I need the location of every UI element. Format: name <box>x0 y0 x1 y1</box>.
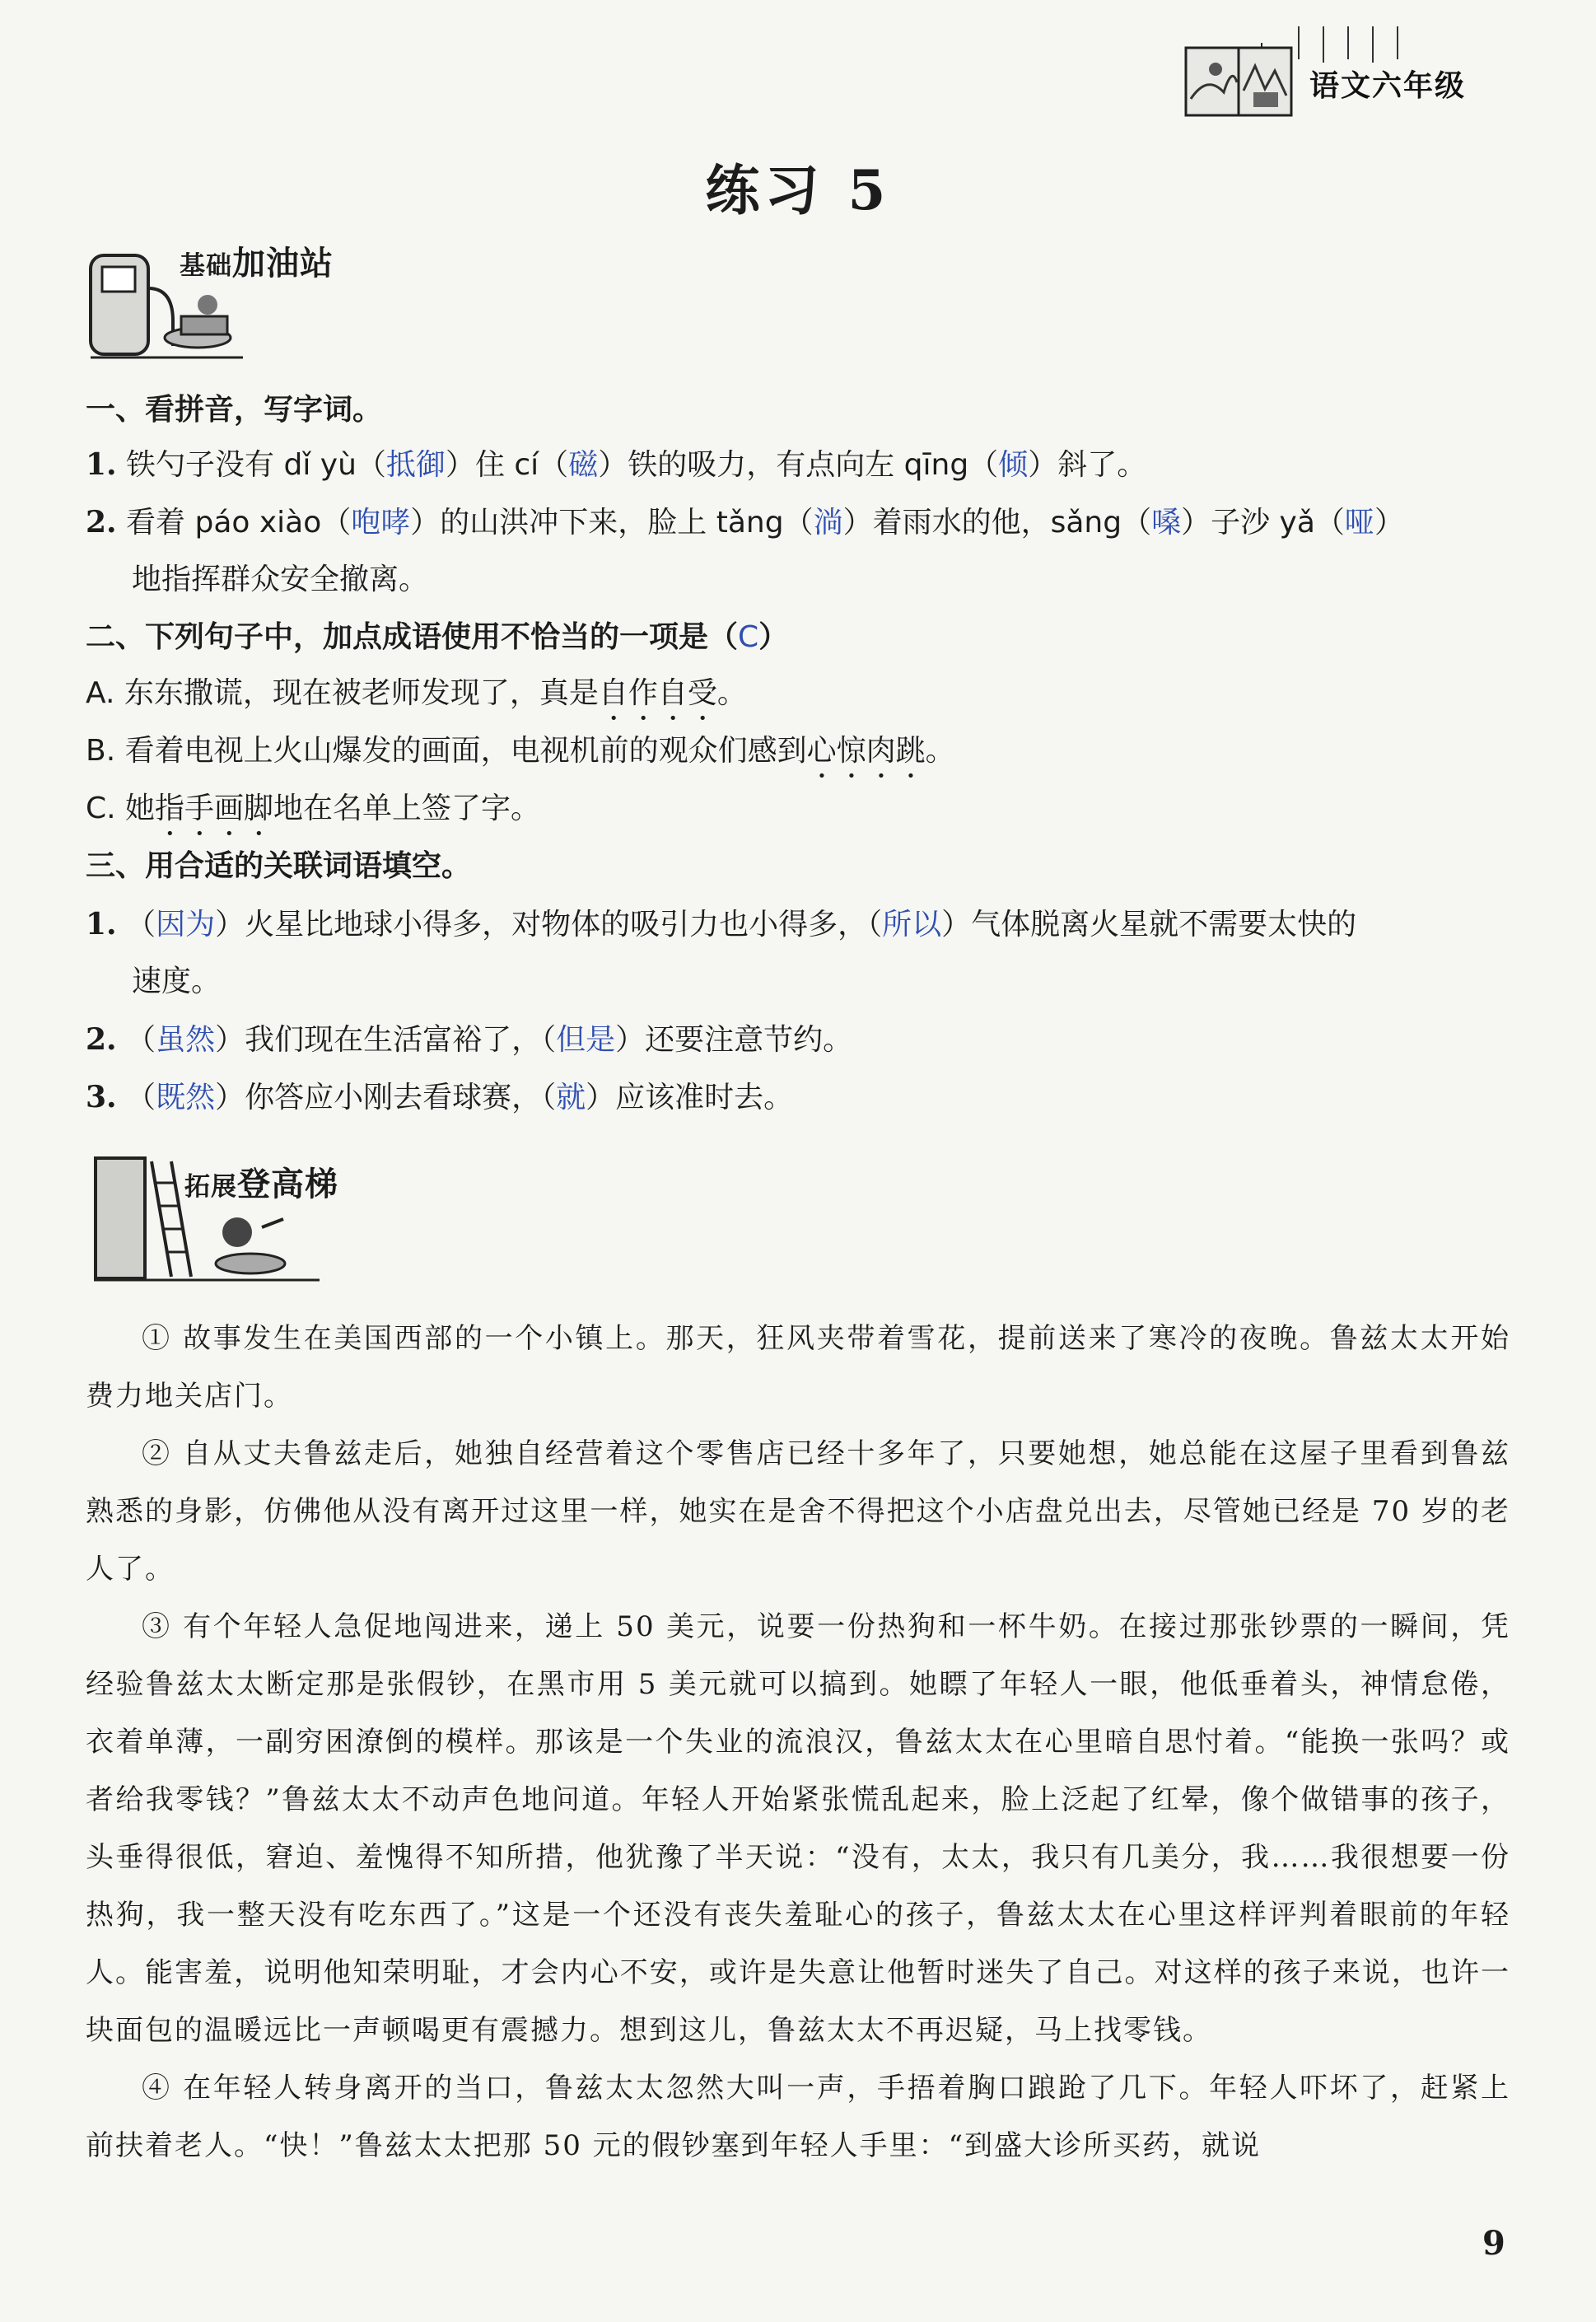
part1-question-2 <box>86 499 1510 546</box>
part1-question-2-continued: 地指挥群众安全撤离。 <box>132 563 429 596</box>
question-text: ）火星比地球小得多，对物体的吸引力也小得多，（ <box>215 908 883 941</box>
answer-text: 嗓 <box>1151 506 1182 540</box>
section-banner-basic <box>82 231 362 362</box>
dotted-idiom: 心惊肉跳 <box>806 734 926 768</box>
question-number: 1. <box>86 447 117 482</box>
option-text: 。 <box>925 734 955 768</box>
option-text: C. 她 <box>86 792 156 825</box>
question-text: ）铁的吸力，有点向左 qīng（ <box>598 448 999 482</box>
part2-heading <box>86 614 1510 661</box>
question-text: ）还要注意节约。 <box>615 1023 853 1057</box>
question-text: ） <box>1374 506 1404 540</box>
part3-question-1 <box>86 901 1510 948</box>
page-number: 9 <box>1482 2224 1505 2263</box>
answer-text: 咆哮 <box>351 506 411 540</box>
banner-extend-small: 拓展 <box>184 1172 237 1202</box>
answer-text: 因为 <box>156 908 216 941</box>
part1-question-1 <box>86 442 1510 488</box>
question-number: 1. <box>86 907 117 941</box>
question-text: （ <box>126 1023 156 1057</box>
answer-text: 就 <box>556 1081 586 1114</box>
question-number: 2. <box>86 1022 117 1057</box>
question-text: ）应该准时去。 <box>586 1081 794 1114</box>
question-text: ）你答应小刚去看球赛，（ <box>215 1081 557 1114</box>
banner-extend-title <box>184 1158 338 1205</box>
option-b <box>86 728 1510 785</box>
header-badge-label: 语文六年级 <box>1309 69 1467 103</box>
banner-basic-big: 加油站 <box>232 245 334 283</box>
page-title: 练习 5 <box>705 158 891 222</box>
answer-text: 但是 <box>556 1023 616 1057</box>
question-text: ）气体脱离火星就不需要太快的 <box>941 908 1357 941</box>
header-badge <box>1183 26 1510 125</box>
question-number: 3. <box>86 1080 117 1114</box>
passage-paragraph-1: ① 故事发生在美国西部的一个小镇上。那天，狂风夹带着雪花，提前送来了寒冷的夜晚。鲁兹太太开始费力地关店门。 <box>86 1322 1510 1413</box>
passage-paragraph-2: ② 自从丈夫鲁兹走后，她独自经营着这个零售店已经十多年了，只要她想，她总能在这屋子里看到鲁兹熟悉的身影，仿佛他从没有离开过这里一样，她实在是舍不得把这个小店盘兑出去，尽管她已经是 70 岁的老人了。 <box>86 1437 1510 1586</box>
question-text: （ <box>126 908 156 941</box>
part3-question-3 <box>86 1074 1510 1121</box>
part2-heading-end: ） <box>758 620 789 654</box>
part2-heading-text: 二、下列句子中，加点成语使用不恰当的一项是（ <box>86 620 739 654</box>
answer-text: 淌 <box>813 506 843 540</box>
question-text: 看着 páo xiào（ <box>126 506 352 540</box>
option-a <box>86 670 1510 727</box>
option-text: 。 <box>716 676 747 710</box>
question-text: ）的山洪冲下来，脸上 tǎng（ <box>410 506 814 540</box>
dotted-idiom: 指手画脚 <box>155 792 274 825</box>
question-number: 2. <box>86 505 117 540</box>
option-text: A. 东东撒谎，现在被老师发现了，真是 <box>86 676 599 710</box>
passage-paragraph-4: ④ 在年轻人转身离开的当口，鲁兹太太忽然大叫一声，手捂着胸口踉跄了几下。年轻人吓坏了，赶紧上前扶着老人。“快！”鲁兹太太把那 50 元的假钞塞到年轻人手里：“到盛大诊所买药，就说 <box>86 2072 1510 2162</box>
question-text: 铁勺子没有 dǐ yù（ <box>126 448 386 482</box>
option-text: 地在名单上签了字。 <box>273 792 541 825</box>
part1-heading: 一、看拼音，写字词。 <box>86 393 383 427</box>
banner-basic-small: 基础 <box>180 251 232 281</box>
answer-text: 既然 <box>156 1081 216 1114</box>
question-text: ）住 cí（ <box>445 448 569 482</box>
part3-question-1-continued: 速度。 <box>132 965 222 998</box>
part3-heading: 三、用合适的关联词语填空。 <box>86 849 472 883</box>
question-text: ）着雨水的他，sǎng（ <box>842 506 1152 540</box>
dotted-idiom: 自作自受 <box>598 676 717 710</box>
answer-text: 虽然 <box>156 1023 216 1057</box>
section-banner-extend <box>89 1137 369 1285</box>
answer-text: 磁 <box>568 448 599 482</box>
question-text: ）我们现在生活富裕了，（ <box>215 1023 557 1057</box>
answer-text: 抵御 <box>385 448 446 482</box>
question-text: ）子沙 yǎ（ <box>1181 506 1345 540</box>
reading-passage <box>86 1310 1510 2175</box>
option-text: B. 看着电视上火山爆发的画面，电视机前的观众们感到 <box>86 734 807 768</box>
option-c <box>86 786 1510 843</box>
answer-text: 倾 <box>998 448 1029 482</box>
question-text: ）斜了。 <box>1028 448 1147 482</box>
banner-extend-big: 登高梯 <box>237 1166 338 1203</box>
part3-question-2 <box>86 1016 1510 1063</box>
answer-text: 所以 <box>882 908 942 941</box>
banner-basic-title <box>180 237 334 284</box>
question-text: （ <box>126 1081 156 1114</box>
book-illustration-icon <box>1183 41 1298 122</box>
answer-text: 哑 <box>1344 506 1374 540</box>
answer-text: C <box>738 620 759 654</box>
passage-paragraph-3: ③ 有个年轻人急促地闯进来，递上 50 美元，说要一份热狗和一杯牛奶。在接过那张钞票的一瞬间，凭经验鲁兹太太断定那是张假钞，在黑市用 5 美元就可以搞到。她瞟了年轻人一眼，他低垂着头，神情怠倦，衣着单薄，一副穷困潦倒的模样。那该是一个失业的流浪汉，鲁兹太太在心里暗自思忖着。“能换一张吗？或者给我零钱？”鲁兹太太不动声色地问道。年轻人开始紧张慌乱起来，脸上泛起了红晕，像个做错事的孩子，头垂得很低，窘迫、羞愧得不知所措，他犹豫了半天说：“没有，太太，我只有几美分，我……我很想要一份热狗，我一整天没有吃东西了。”这是一个还没有丧失羞耻心的孩子，鲁兹太太在心里这样评判着眼前的年轻人。能害羞，说明他知荣明耻，才会内心不安，或许是失意让他暂时迷失了自己。对这样的孩子来说，也许一块面包的温暖远比一声顿喝更有震撼力。想到这儿，鲁兹太太不再迟疑，马上找零钱。 <box>86 1610 1510 2047</box>
